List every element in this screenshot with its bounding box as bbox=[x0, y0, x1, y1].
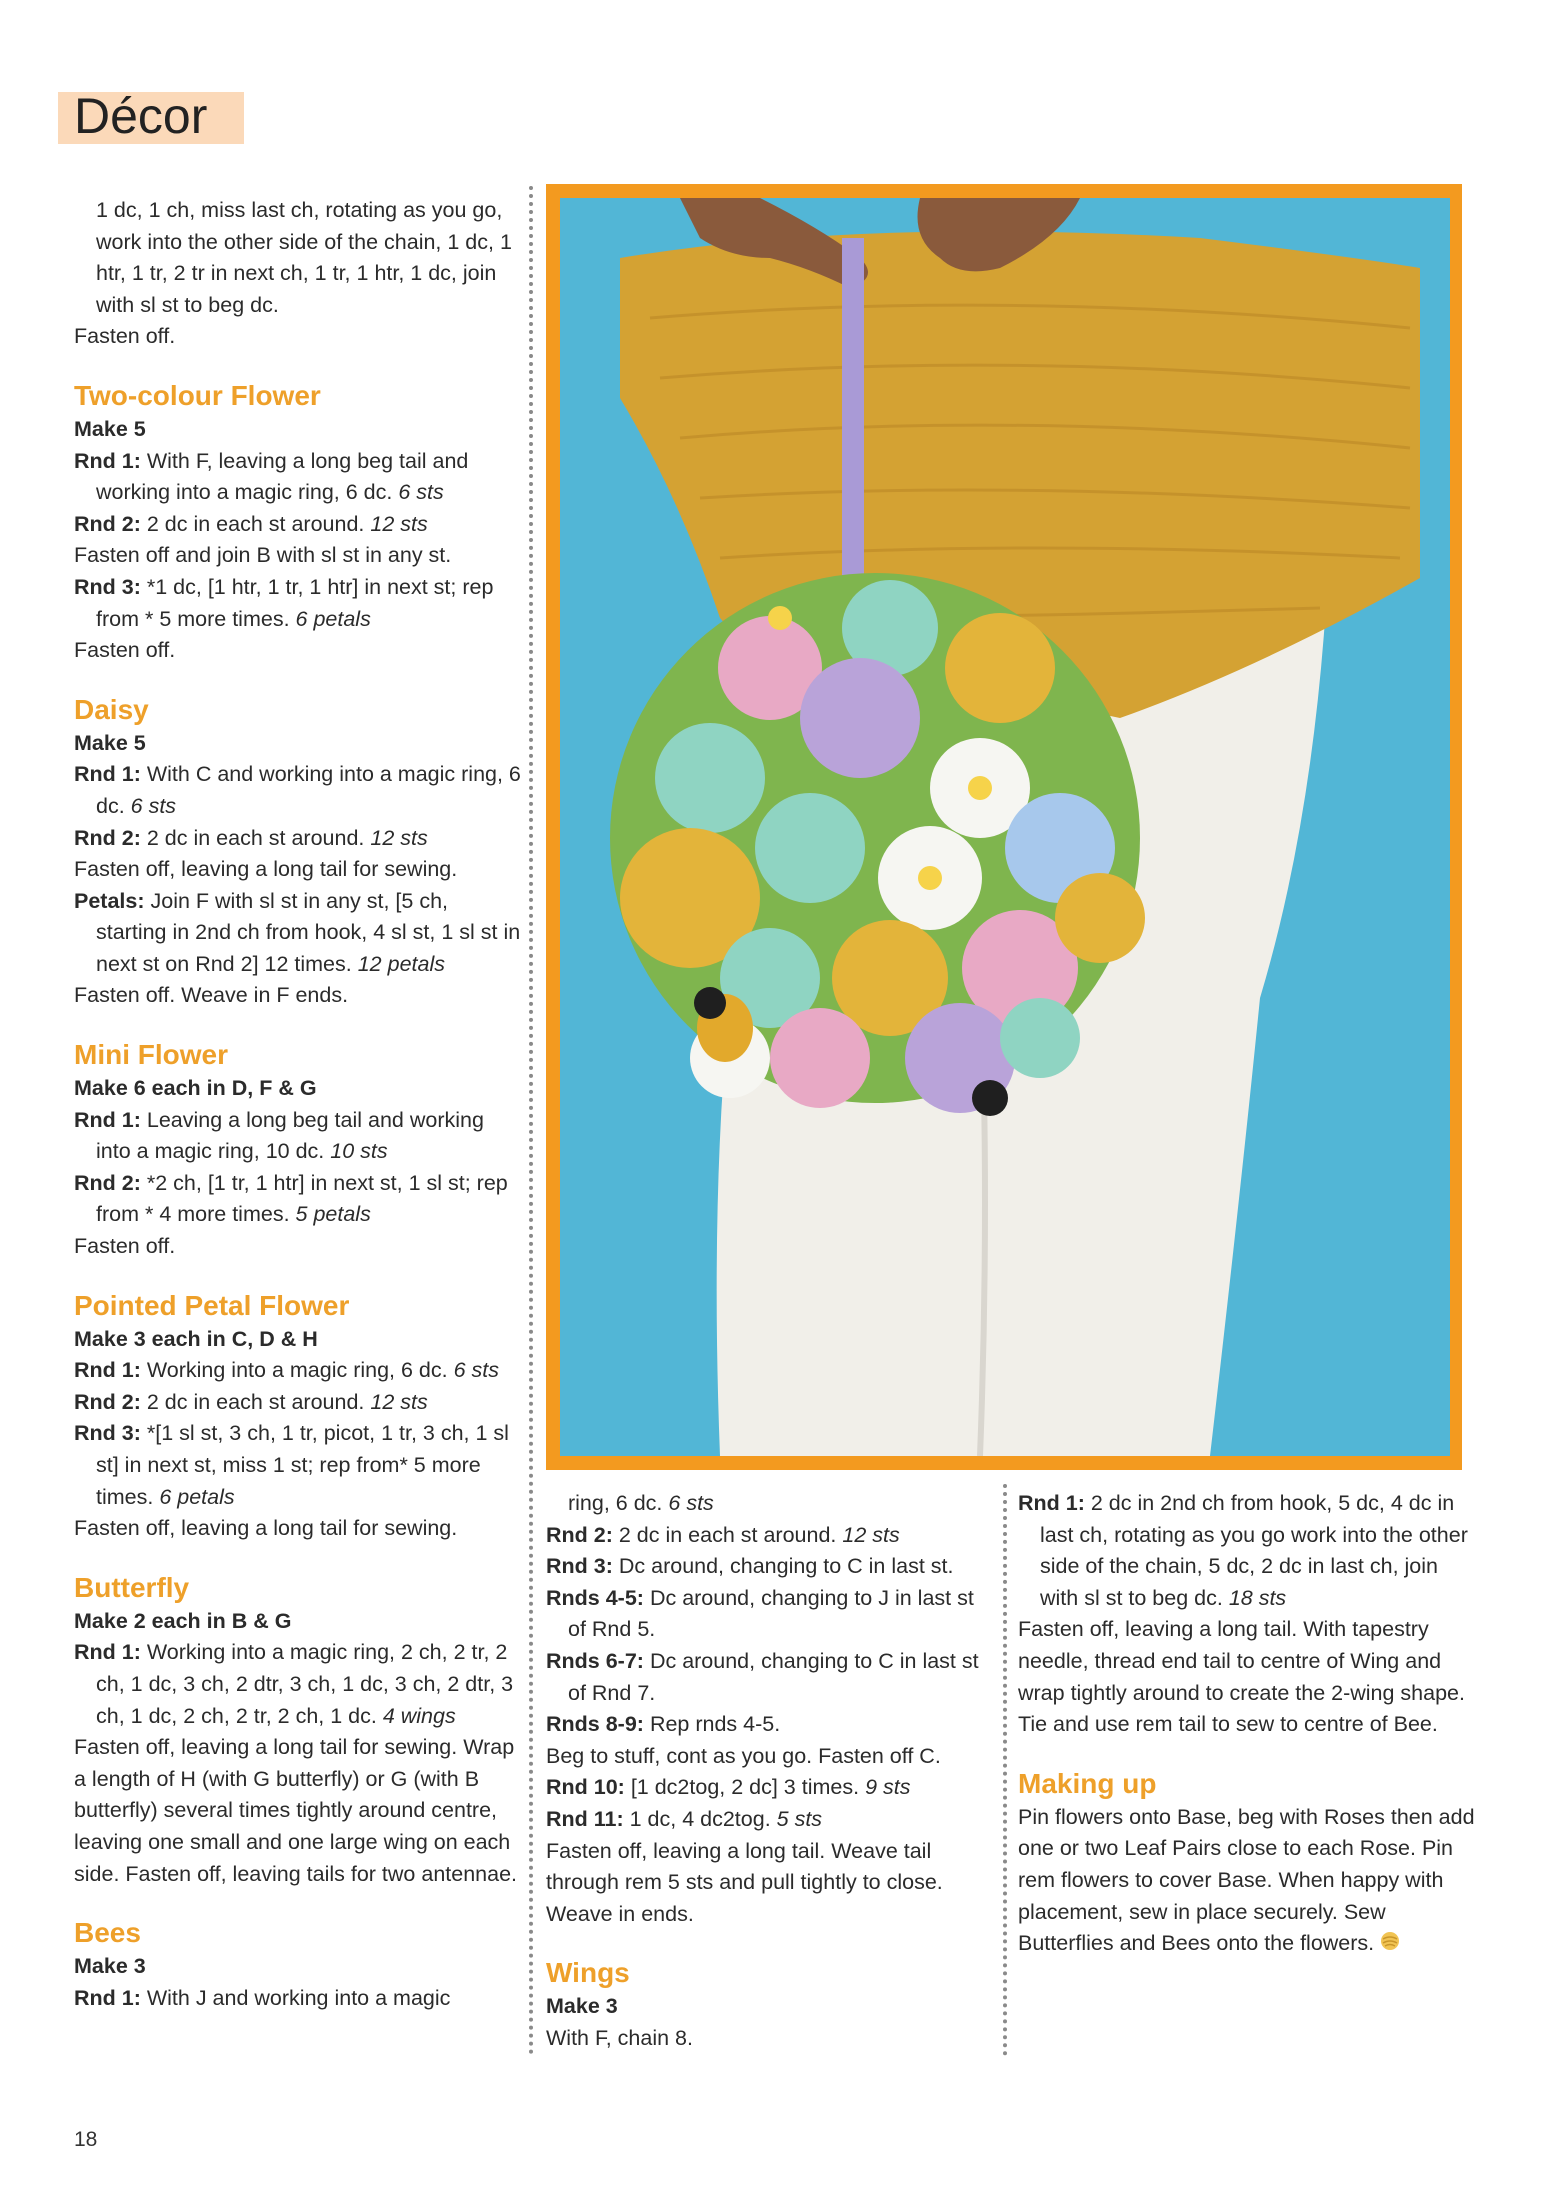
instruction-text bbox=[1018, 1614, 1478, 1740]
make-count: Make 5 bbox=[74, 416, 146, 441]
round-text: Dc around, changing to C in last st of Rnd 7. bbox=[568, 1648, 979, 1705]
page-number: 18 bbox=[74, 2128, 98, 2151]
section-heading: Pointed Petal Flower bbox=[74, 1289, 350, 1321]
round-text: *[1 sl st, 3 ch, 1 tr, picot, 1 tr, 3 ch, 1 sl st] in next st, miss 1 st; rep from* 5 more times. bbox=[96, 1421, 509, 1509]
round-instruction bbox=[546, 1772, 996, 1804]
instruction-text bbox=[74, 540, 524, 572]
round-text: 2 dc in each st around. bbox=[612, 1522, 843, 1547]
stitch-count: 6 sts bbox=[668, 1491, 714, 1515]
round-instruction bbox=[546, 1804, 996, 1836]
round-label: Rnds 8-9: bbox=[546, 1712, 644, 1737]
round-instruction bbox=[74, 1387, 524, 1419]
round-label: Rnd 1: bbox=[74, 1985, 141, 2010]
round-text: 2 dc in each st around. bbox=[140, 825, 371, 850]
instruction-text bbox=[546, 1741, 996, 1773]
round-text: With F, leaving a long beg tail and working into a magic ring, 6 dc. bbox=[96, 448, 469, 505]
instruction-text bbox=[74, 321, 524, 353]
stitch-count: 18 sts bbox=[1228, 1585, 1287, 1610]
round-instruction bbox=[74, 886, 524, 981]
round-instruction bbox=[74, 1418, 524, 1513]
stitch-count: 12 sts bbox=[370, 511, 428, 536]
make-count: Make 2 each in B & G bbox=[74, 1608, 292, 1633]
round-text: *2 ch, [1 tr, 1 htr] in next st, 1 sl st; rep from * 4 more times. bbox=[96, 1170, 508, 1227]
round-instruction bbox=[74, 572, 524, 635]
text-column-3 bbox=[1018, 1488, 1478, 1960]
round-text: 2 dc in 2nd ch from hook, 5 dc, 4 dc in last ch, rotating as you go work into the other side of the chain, 5 dc, 2 dc in last ch, join with sl st to beg dc. bbox=[1040, 1491, 1468, 1610]
stitch-count: 12 petals bbox=[357, 951, 445, 976]
instruction-text bbox=[74, 980, 524, 1012]
section-title: Décor bbox=[74, 88, 208, 144]
paragraph-text: Fasten off, leaving a long tail for sewing. bbox=[74, 1516, 458, 1541]
round-label: Rnd 1: bbox=[74, 1107, 141, 1132]
round-label: Rnds 6-7: bbox=[546, 1648, 644, 1673]
round-instruction bbox=[546, 1551, 996, 1583]
spacer bbox=[74, 1263, 524, 1288]
make-count: Make 3 bbox=[74, 1954, 146, 1979]
spacer bbox=[546, 1930, 996, 1955]
round-text: 2 dc in each st around. bbox=[140, 1389, 371, 1414]
paragraph-text: ring, 6 dc. bbox=[568, 1491, 669, 1515]
instruction-text bbox=[74, 1513, 524, 1545]
round-instruction bbox=[546, 1646, 996, 1709]
section-heading: Mini Flower bbox=[74, 1039, 228, 1071]
instruction-text bbox=[546, 1488, 996, 1520]
round-instruction bbox=[74, 1355, 524, 1387]
crochet-flower-ball-photo bbox=[560, 198, 1450, 1456]
round-instruction bbox=[546, 1583, 996, 1646]
paragraph-text: Fasten off. bbox=[74, 324, 176, 349]
make-count: Make 6 each in D, F & G bbox=[74, 1076, 317, 1101]
instruction-text bbox=[74, 1231, 524, 1263]
round-label: Rnds 4-5: bbox=[546, 1585, 644, 1610]
round-text: With C and working into a magic ring, 6 dc. bbox=[96, 762, 521, 818]
spacer bbox=[74, 1545, 524, 1570]
round-label: Rnd 2: bbox=[74, 825, 141, 850]
round-instruction bbox=[546, 1520, 996, 1552]
round-text: Join F with sl st in any st, [5 ch, starting in 2nd ch from hook, 4 sl st, 1 sl st in next st on Rnd 2] 12 times. bbox=[96, 888, 521, 976]
round-label: Rnd 10: bbox=[546, 1775, 625, 1800]
section-heading: Wings bbox=[546, 1957, 630, 1989]
text-column-1 bbox=[74, 195, 524, 2014]
round-text: Dc around, changing to C in last st. bbox=[612, 1554, 954, 1579]
paragraph-text: Fasten off and join B with sl st in any st. bbox=[74, 543, 452, 568]
round-instruction bbox=[1018, 1488, 1478, 1614]
spacer bbox=[1018, 1741, 1478, 1766]
round-instruction bbox=[74, 509, 524, 541]
round-text: With J and working into a magic bbox=[140, 1985, 451, 2010]
text-column-2 bbox=[546, 1488, 996, 2055]
paragraph-text: Fasten off, leaving a long tail for sewing. bbox=[74, 857, 458, 882]
round-text: 1 dc, 4 dc2tog. bbox=[623, 1806, 777, 1831]
spacer bbox=[74, 667, 524, 692]
round-instruction bbox=[74, 759, 524, 822]
round-label: Rnd 3: bbox=[74, 574, 141, 599]
paragraph-text: With F, chain 8. bbox=[546, 2025, 693, 2050]
stitch-count: 5 petals bbox=[295, 1202, 371, 1227]
round-label: Petals: bbox=[74, 888, 145, 913]
spacer bbox=[74, 1890, 524, 1915]
round-label: Rnd 1: bbox=[74, 1640, 141, 1665]
make-count: Make 3 bbox=[546, 1994, 618, 2019]
instruction-text bbox=[74, 854, 524, 886]
stitch-count: 6 petals bbox=[159, 1484, 235, 1509]
instruction-text bbox=[546, 1836, 996, 1931]
round-label: Rnd 2: bbox=[74, 1170, 141, 1195]
paragraph-text: Fasten off. Weave in F ends. bbox=[74, 983, 349, 1008]
paragraph-text: Fasten off, leaving a long tail. With tapestry needle, thread end tail to centre of Wing and wrap tightly around to create the 2-wing shape. Tie and use rem tail to sew to centre of Bee. bbox=[1018, 1617, 1465, 1737]
make-count: Make 3 each in C, D & H bbox=[74, 1326, 318, 1351]
make-count: Make 5 bbox=[74, 730, 146, 755]
round-label: Rnd 3: bbox=[546, 1554, 613, 1579]
round-label: Rnd 2: bbox=[74, 511, 141, 536]
paragraph-text: Fasten off, leaving a long tail. Weave tail through rem 5 sts and pull tightly to close. Weave in ends. bbox=[546, 1838, 943, 1926]
spacer bbox=[74, 1012, 524, 1037]
round-instruction bbox=[546, 1709, 996, 1741]
stitch-count: 6 sts bbox=[398, 480, 444, 505]
column-divider bbox=[529, 186, 533, 2056]
paragraph-text: Beg to stuff, cont as you go. Fasten off C. bbox=[546, 1743, 941, 1768]
section-heading: Butterfly bbox=[74, 1571, 190, 1603]
round-text: Rep rnds 4-5. bbox=[643, 1712, 781, 1737]
section-heading: Bees bbox=[74, 1917, 141, 1949]
round-instruction bbox=[74, 823, 524, 855]
round-label: Rnd 3: bbox=[74, 1421, 141, 1446]
stitch-count: 6 sts bbox=[453, 1358, 499, 1383]
section-heading: Making up bbox=[1018, 1767, 1157, 1799]
paragraph-text: 1 dc, 1 ch, miss last ch, rotating as you go, work into the other side of the chain, 1 dc, 1 htr, 1 tr, 2 tr in next ch, 1 tr, 1 htr, 1 dc, join with sl st to beg dc. bbox=[96, 198, 512, 317]
instruction-text bbox=[1018, 1802, 1478, 1961]
round-instruction bbox=[74, 1637, 524, 1732]
round-instruction bbox=[74, 446, 524, 509]
paragraph-text: Fasten off, leaving a long tail for sewing. Wrap a length of H (with G butterfly) or G (with B butterfly) several times tightly around centre, leaving one small and one large wing on each side. Fasten off, leaving tails for two antennae. bbox=[74, 1735, 518, 1886]
round-label: Rnd 11: bbox=[546, 1806, 624, 1831]
spacer bbox=[74, 353, 524, 378]
yarn-ball-icon bbox=[1380, 1929, 1400, 1961]
round-label: Rnd 1: bbox=[74, 1358, 141, 1383]
hanging-cord bbox=[842, 238, 864, 598]
column-divider bbox=[1003, 1484, 1007, 2056]
round-label: Rnd 1: bbox=[74, 762, 141, 787]
instruction-text bbox=[546, 2023, 996, 2055]
instruction-text bbox=[74, 195, 524, 321]
stitch-count: 4 wings bbox=[382, 1703, 456, 1728]
round-instruction bbox=[74, 1105, 524, 1168]
round-text: [1 dc2tog, 2 dc] 3 times. bbox=[624, 1775, 866, 1800]
photo-illustration bbox=[560, 198, 1450, 1456]
instruction-text bbox=[74, 635, 524, 667]
round-label: Rnd 1: bbox=[74, 448, 141, 473]
round-text: Working into a magic ring, 2 ch, 2 tr, 2 ch, 1 dc, 3 ch, 2 dtr, 3 ch, 1 dc, 3 ch, 2 dtr, 3 ch, 1 dc, 2 ch, 2 tr, 2 ch, 1 dc. bbox=[96, 1640, 514, 1728]
stitch-count: 12 sts bbox=[842, 1522, 900, 1547]
round-instruction bbox=[74, 1983, 524, 2015]
stitch-count: 6 sts bbox=[130, 793, 177, 818]
round-instruction bbox=[74, 1168, 524, 1231]
round-text: Leaving a long beg tail and working into a magic ring, 10 dc. bbox=[96, 1107, 484, 1164]
round-text: Working into a magic ring, 6 dc. bbox=[140, 1358, 454, 1383]
round-label: Rnd 2: bbox=[74, 1389, 141, 1414]
paragraph-text: Pin flowers onto Base, beg with Roses then add one or two Leaf Pairs close to each Rose. Pin rem flowers to cover Base. When happy with placement, sew in place securely. Sew Butterflies and Bees onto the flowers. bbox=[1018, 1804, 1475, 1956]
round-text: *1 dc, [1 htr, 1 tr, 1 htr] in next st; rep from * 5 more times. bbox=[96, 574, 494, 631]
instruction-text bbox=[74, 1732, 524, 1890]
paragraph-text: Fasten off. bbox=[74, 1234, 176, 1259]
round-text: 2 dc in each st around. bbox=[140, 511, 371, 536]
stitch-count: 6 petals bbox=[295, 606, 371, 631]
paragraph-text: Fasten off. bbox=[74, 638, 176, 663]
round-text: Dc around, changing to J in last st of Rnd 5. bbox=[568, 1585, 974, 1642]
section-heading: Daisy bbox=[74, 693, 149, 725]
stitch-count: 12 sts bbox=[370, 825, 428, 850]
stitch-count: 5 sts bbox=[776, 1806, 823, 1831]
section-heading: Two-colour Flower bbox=[74, 379, 321, 411]
stitch-count: 9 sts bbox=[865, 1775, 911, 1800]
round-label: Rnd 2: bbox=[546, 1522, 613, 1547]
stitch-count: 12 sts bbox=[370, 1389, 428, 1414]
stitch-count: 10 sts bbox=[330, 1139, 388, 1164]
round-label: Rnd 1: bbox=[1018, 1491, 1085, 1515]
